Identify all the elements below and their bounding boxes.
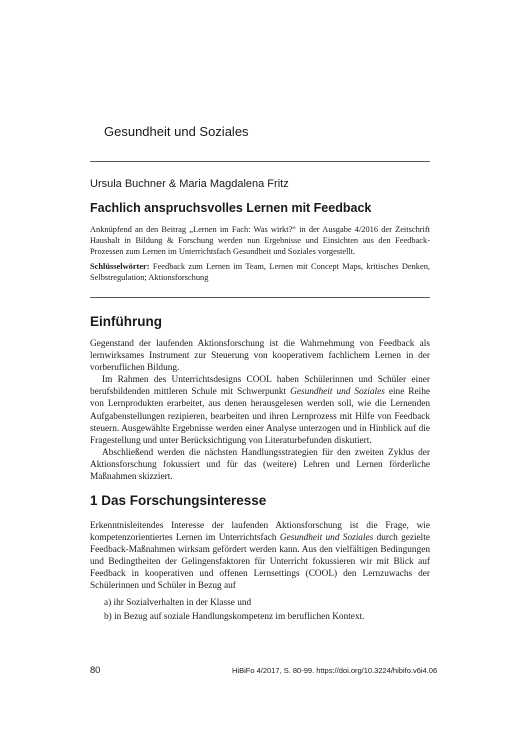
intro-paragraph-1: Gegenstand der laufenden Aktionsforschung ist die Wahrnehmung von Feedback als lernwirksames Instrument zur Steuerung von kooperativem fachlichem Lernen in der vorberuflichen Bildung. bbox=[90, 339, 430, 374]
article-abstract: Anknüpfend an den Beitrag „Lernen im Fach: Was wirkt?“ in der Ausgabe 4/2016 der Zeitschrift Haushalt in Bildung & Forschung werden nun Ergebnisse und Einsichten aus den Feedback-Prozessen zum Lernen im Unterrichtsfach Gesundheit und Soziales vorgestellt. bbox=[90, 225, 430, 256]
section-1-list bbox=[104, 597, 365, 624]
article-keywords bbox=[90, 261, 430, 283]
top-divider bbox=[90, 161, 430, 162]
intro-heading: Einführung bbox=[90, 314, 162, 329]
list-item: a) ihr Sozialverhalten in der Klasse und bbox=[104, 598, 252, 608]
page-number: 80 bbox=[90, 665, 101, 675]
intro-body bbox=[90, 338, 430, 483]
subject-name-emphasis: Gesundheit und Soziales bbox=[279, 533, 374, 544]
abstract-divider bbox=[90, 297, 430, 298]
section-label: Gesundheit und Soziales bbox=[104, 124, 249, 139]
section-1-heading: 1 Das Forschungsinteresse bbox=[90, 493, 267, 508]
list-item: b) in Bezug auf soziale Handlungskompetenz im beruflichen Kontext. bbox=[104, 611, 365, 622]
article-authors: Ursula Buchner & Maria Magdalena Fritz bbox=[90, 178, 289, 190]
section-1-paragraph: Erkenntnisleitendes Interesse der laufenden Aktionsforschung ist die Frage, wie kompetenzorientiertes Lernen im Unterrichtsfach Gesundheit und Soziales durch gezielte Feedback-Maßnahmen wirksam gefördert werden kann. Aus den vielfältigen Bedingungen und Bedingtheiten der Gelingensfaktoren für Unterricht fokussieren wir mit Blick auf Feedback in kooperativen und offenen Lernsettings (COOL) den Lernzuwachs der Schülerinnen und Schüler in Bezug auf bbox=[90, 521, 430, 592]
intro-paragraph-3: Abschließend werden die nächsten Handlungsstrategien für den zweiten Zyklus der Aktionsforschung fokussiert und für das (weitere) Lehren und Lernen förderliche Maßnahmen skizziert. bbox=[90, 447, 430, 483]
section-1-body bbox=[90, 520, 430, 593]
subject-name-emphasis: Gesundheit und Soziales bbox=[290, 387, 385, 398]
intro-paragraph-2: Im Rahmen des Unterrichtsdesigns COOL haben Schülerinnen und Schüler einer berufsbildenden mittleren Schule mit Schwerpunkt Gesundheit und Soziales eine Reihe von Lernprodukten erarbeitet, aus denen herausgelesen werden soll, wie die Lernenden Aufgabenstellungen rezipieren, bearbeiten und ihren Lernprozess mit Hilfe von Feedback steuern. Ausgewählte Ergebnisse werden einer Analyse unterzogen und in Hinblick auf die Fragestellung und unter Berücksichtigung von Literaturbefunden diskutiert. bbox=[90, 375, 430, 446]
keywords-text: Feedback zum Lernen im Team, Lernen mit Concept Maps, kritisches Denken, Selbstregulation; Aktionsforschung bbox=[90, 262, 430, 282]
article-title: Fachlich anspruchsvolles Lernen mit Feedback bbox=[90, 201, 372, 215]
citation-doi: HiBiFo 4/2017, S. 80-99. https://doi.org/10.3224/hibifo.v6i4.06 bbox=[232, 666, 438, 675]
keywords-label: Schlüsselwörter: bbox=[90, 262, 150, 271]
